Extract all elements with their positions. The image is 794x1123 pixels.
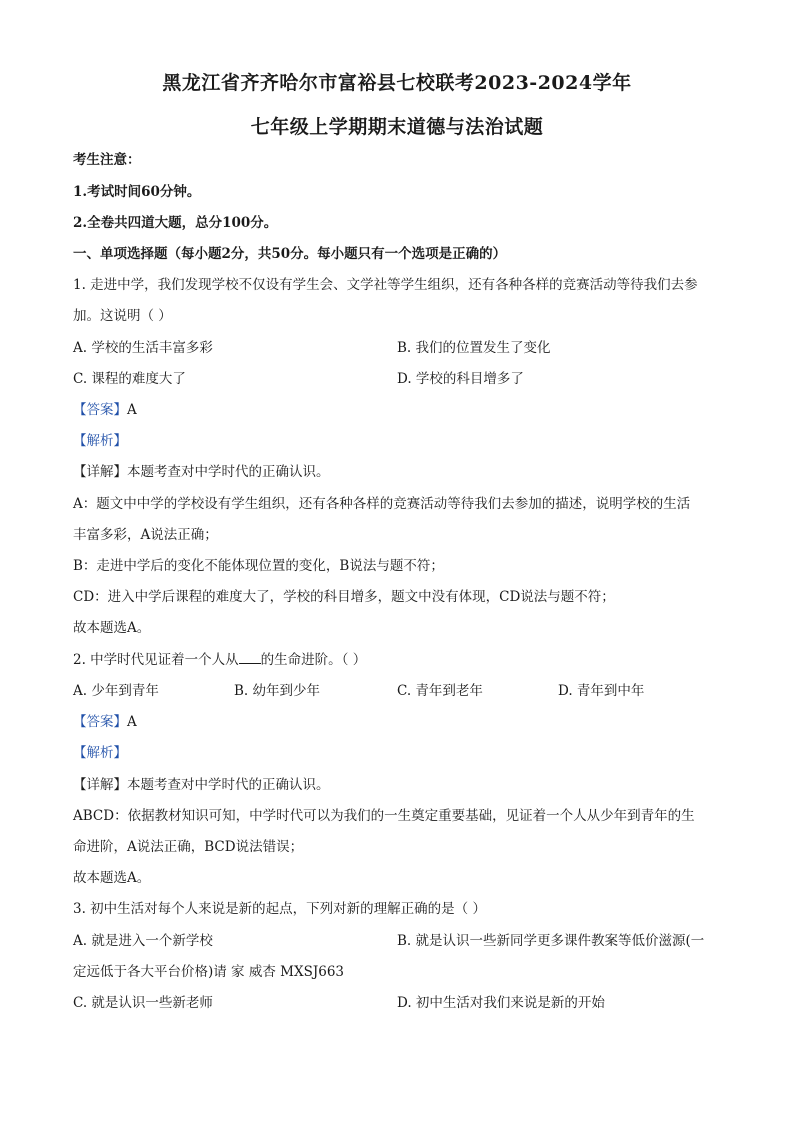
q1-explanation-a-line1: A：题文中中学的学校设有学生组织，还有各种各样的竞赛活动等待我们去参加的描述，说明学校的生活 [73,496,691,512]
exam-title-line2: 七年级上学期期末道德与法治试题 [250,116,544,138]
q2-stem [73,651,366,669]
q1-explanation-cd: CD：进入中学后课程的难度大了，学校的科目增多，题文中没有体现，CD说法与题不符； [73,589,615,605]
detail-label: 【详解】 [73,464,127,480]
detail-label: 【详解】 [73,777,127,793]
q2-fill-blank [239,651,261,664]
q3-option-b-continued: 定远低于各大平台价格)请 家 威杏 MXSJ663 [73,964,345,980]
q2-conclusion: 故本题选A。 [73,870,151,886]
q2-option-a: A. 少年到青年 [73,683,159,699]
q1-answer [73,401,137,419]
notice-item-time: 1.考试时间60分钟。 [73,184,201,200]
q2-stem-before: 2. 中学时代见证着一个人从 [73,652,239,668]
q1-answer-value: A [127,402,137,418]
q1-option-a: A. 学校的生活丰富多彩 [73,340,213,356]
q1-option-d: D. 学校的科目增多了 [397,371,524,387]
q3-option-d: D. 初中生活对我们来说是新的开始 [397,995,605,1011]
q1-analysis-label: 【解析】 [73,433,127,449]
q2-explanation-line1: ABCD：依据教材知识可知，中学时代可以为我们的一生奠定重要基础，见证着一个人从少年到青年的生 [73,808,695,824]
q2-stem-after: 的生命进阶。（ ） [260,652,367,668]
q2-explanation-line2: 命进阶，A说法正确，BCD说法错误； [73,839,304,855]
q1-explanation-a-line2: 丰富多彩，A说法正确； [73,527,218,543]
q2-option-c: C. 青年到老年 [397,683,483,699]
q3-stem: 3. 初中生活对每个人来说是新的起点，下列对新的理解正确的是（ ） [73,901,486,917]
q1-detail-text: 本题考查对中学时代的正确认识。 [127,464,330,480]
q2-analysis-label: 【解析】 [73,745,127,761]
answer-label: 【答案】 [73,714,127,730]
exam-title-line1: 黑龙江省齐齐哈尔市富裕县七校联考2023-2024学年 [162,72,632,94]
q1-option-c: C. 课程的难度大了 [73,371,186,387]
q1-stem-line2: 加。这说明（ ） [73,308,172,324]
q1-explanation-b: B：走进中学后的变化不能体现位置的变化，B说法与题不符； [73,558,444,574]
q2-answer [73,713,137,731]
q1-detail [73,463,330,481]
q3-option-a: A. 就是进入一个新学校 [73,933,213,949]
q2-detail [73,776,330,794]
q1-stem-line1: 1. 走进中学，我们发现学校不仅设有学生会、文学社等学生组织，还有各种各样的竞赛活动等待我们去参 [73,277,698,293]
section-heading-single-choice: 一、单项选择题（每小题2分，共50分。每小题只有一个选项是正确的） [73,246,507,262]
q1-option-b: B. 我们的位置发生了变化 [397,340,551,356]
q2-answer-value: A [127,714,137,730]
q2-detail-text: 本题考查对中学时代的正确认识。 [127,777,330,793]
answer-label: 【答案】 [73,402,127,418]
notice-heading: 考生注意： [73,152,141,168]
q3-option-b: B. 就是认识一些新同学更多课件教案等低价滋源(一 [397,933,705,949]
q1-conclusion: 故本题选A。 [73,620,151,636]
q3-option-c: C. 就是认识一些新老师 [73,995,213,1011]
q2-option-b: B. 幼年到少年 [234,683,321,699]
q2-option-d: D. 青年到中年 [558,683,645,699]
notice-item-score: 2.全卷共四道大题，总分100分。 [73,215,278,231]
